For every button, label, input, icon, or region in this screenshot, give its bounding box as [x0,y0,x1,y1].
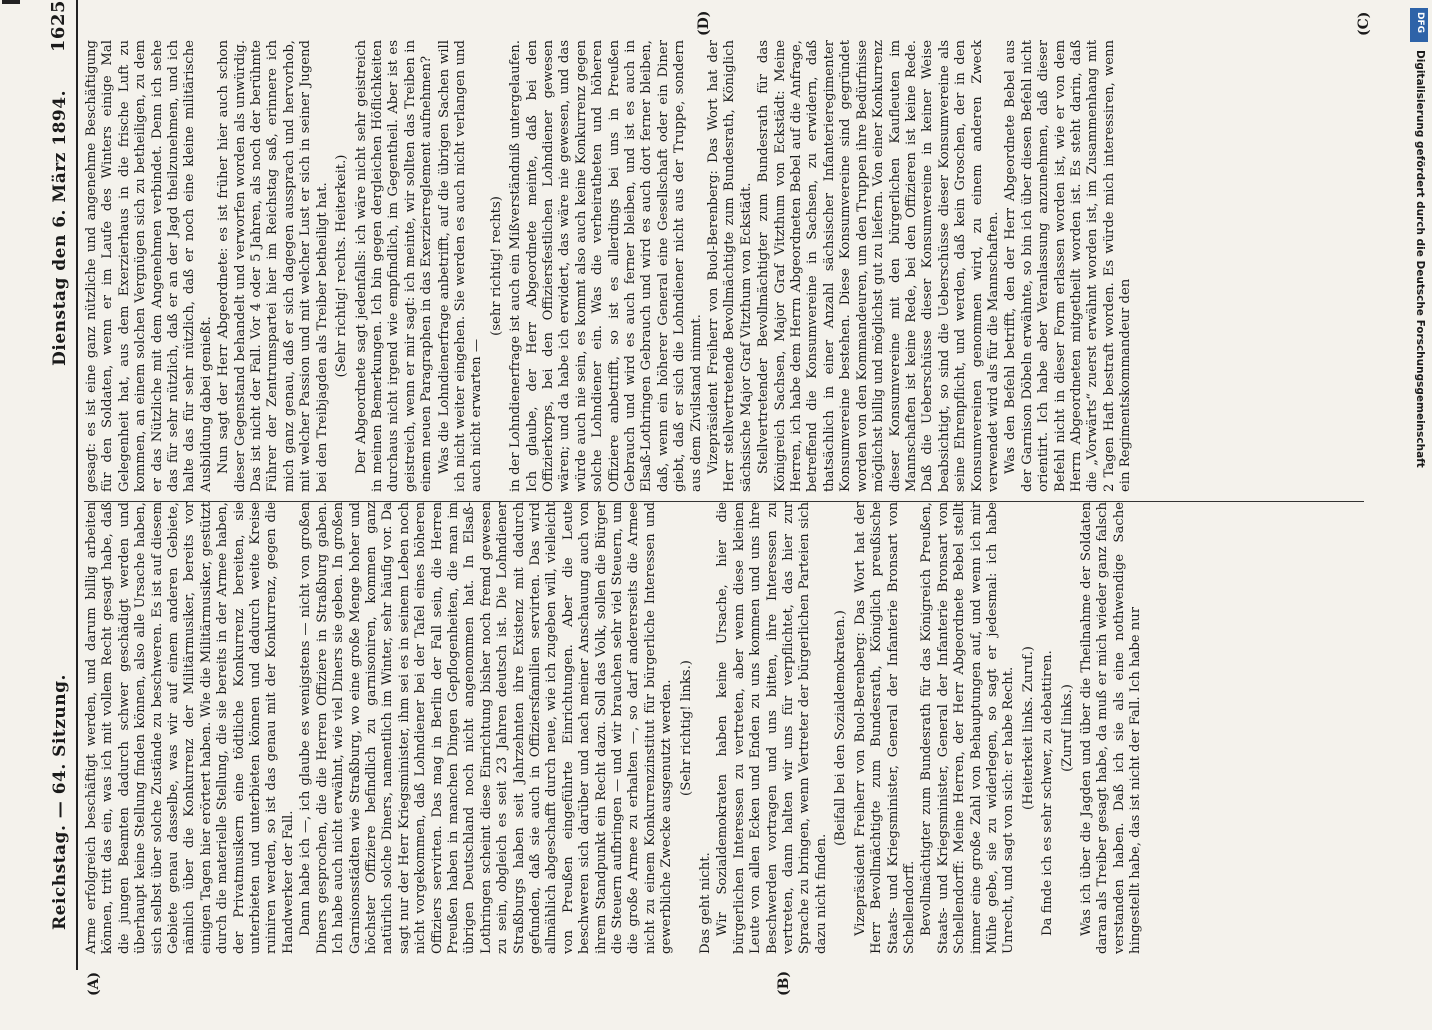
paragraph: Da finde ich es sehr schwer, zu debattiren. [1040,650,1056,936]
paragraph: Das geht nicht. [698,852,714,954]
paragraph: in der Lohndienerfrage ist auch ein Mißverständniß untergelaufen. Ich glaube, der Herr Abgeordnete meinte, daß bei den Offizierkorps, bei den Offiziersfestlichen Lohndiener gewesen wären; und da habe ich erwidert, das wäre nie gewesen, und das würde auch nie sein, es kommt also auch keine Konkurrenz gegen solche Lohndiener ein. Was die verheiratheten und höheren Offiziere anbetrifft, so ist es allerdings bei uns in Preußen Gebrauch und wird es auch ferner bleiben, und ist es auch in Elsaß-Lothringen Gebrauch und wird es auch dort ferner bleiben, daß, wenn ein höherer General eine Gesellschaft oder ein Diner giebt, daß er sich die Lohndiener nicht aus der Truppe, sondern aus dem Zivilstand nimmt. [508,40,704,492]
paragraph: Der Abgeordnete sagt jedenfalls: ich wäre nicht sehr geistreich in meinen Bemerkungen. Ich bin gegen dergleichen Höflichkeiten durchaus nicht irgend wie empfindlich, im Gegentheil. Aber ist es geistreich, wenn er mir sagt: ich meinte, wir sollten das Treiben in einem neuen Paragraphen in das Exerzierreglement aufnehmen? [353,40,435,492]
paragraph: Vizepräsident Freiherr von Buol-Berenberg: Das Wort hat der Herr stellvertretende Bevollmächtigte zum Bundesrath, Königlich sächsische Major Graf Vitzthum von Eckstädt. [706,40,754,492]
paragraph: Dann habe ich —, ich glaube es wenigstens — nicht von großen Diners gesprochen, die die Herren Offiziere in Straßburg gaben. Ich habe auch nicht erwähnt, wie viel Diners sie geben. In großen Garnisonsstädten wie Straßburg, wo eine große Menge hoher und höchster Offiziere befindlich zu garnisoniren, kommen ganz natürlich solche Diners, namentlich im Winter, sehr häufig vor. Da sagt nur der Herr Kriegsminister, ihm sei es in seinem Leben noch nicht vorgekommen, daß Lohndiener bei der Tafel eines höheren Offiziers servirten. Das mag in Berlin der Fall sein, die Herren Preußen haben in manchen Dingen Gepflogenheiten, die man im übrigen Deutschland noch nicht angenommen hat. In Elsaß-Lothringen scheint diese Einrichtung bisher noch fremd gewesen zu sein, obgleich es seit 23 Jahren deutsch ist. Die Lohndiener Straßburgs haben seit Jahrzehnten ihre Existenz mit dadurch gefunden, daß sie auch in Offiziersfamilien servirten. Das wird allmählich abgeschafft durch neue, wie ich zugeben will, vielleicht von Preußen eingeführte Einrichtungen. Aber die Leute beschweren sich darüber und nach meiner Anschauung auch von ihrem Standpunkt ein Recht dazu. Soll das Volk, sollen die Bürger die Steuern aufbringen — und wir brauchen sehr viel Steuern, um die große Armee zu erhalten —, so darf andererseits die Armee nicht zu einem Konkurrenzinstitut für bürgerliche Interessen und gewerbliche Zwecke ausgenutzt werden. [298,502,675,954]
page-number: 1625 [48,0,69,53]
dfg-logo [1410,8,1428,42]
page-header [26,0,82,1000]
interjection: (Beifall bei den Sozialdemokraten.) [833,610,849,846]
paragraph: Was den Befehl betrifft, den der Herr Abgeordnete Bebel aus der Garnison Döbeln erwähnte, so bin ich über diesen Befehl nicht orientirt. Ich habe aber Veranlassung anzunehmen, daß dieser Befehl nicht in dieser Form erlassen worden ist, wie er von dem Herrn Abgeordneten mitgetheilt worden ist. Es steht darin, daß die „Vorwärts“ zuerst erwähnt worden ist, im Zusammenhang mit 2 Tagen Haft bestraft worden. Es würde mich interessiren, wenn ein Regimentskommandeur den [1003,40,1134,492]
left-column [84,502,1146,954]
paragraph: Bevollmächtigter zum Bundesrath für das Königreich Preußen, Staats- und Kriegsminister, General der Infanterie Bronsart von Schellendorff: Meine Herren, der Herr Abgeordnete Bebel stellt immer eine große Zahl von Behauptungen auf, und wenn ich mir Mühe gebe, sie zu widerlegen, so sagt er jedesmal: ich habe Unrecht, und sagt von sich: er habe Recht. [919,502,1017,954]
header-rule [76,0,78,970]
digitization-credit: Digitalisierung gefördert durch die Deutsche Forschungsgemeinschaft [1414,50,1426,468]
paragraph: gesagt: es ist eine ganz nützliche und angenehme Beschäftigung für den Soldaten, wenn er im Laufe des Winters einige Mal Gelegenheit hat, aus dem Exerzierhaus in die frische Luft zu kommen, an einem solchen Vergnügen sich zu betheiligen, zu dem er das Nützliche mit dem Angenehmen verbindet. Denn ich sehe das für sehr nützlich, daß er an der Jagd theilzunehmen, und ich halte das für sehr nützlich, daß er noch eine kleine militärische Ausbildung dabei genießt. [84,40,214,492]
margin-mark-c: (C) [1356,11,1372,36]
right-column [84,40,1136,492]
margin-mark-d: (D) [696,10,712,36]
interjection: (Sehr richtig! links.) [678,660,694,796]
paragraph: Stellvertretender Bevollmächtigter zum Bundesrath für das Königreich Sachsen, Major Graf Vitzthum von Eckstädt: Meine Herren, ich habe dem Herrn Abgeordneten Bebel auf die Anfrage, betreffend die Konsumvereine in Sachsen, zu erwidern, daß thatsächlich in einer Anzahl sächsischer Infanterieregimenter Konsumvereine bestehen. Diese Konsumvereine sind gegründet worden von den Kommandeuren, um den Truppen ihre Bedürfnisse möglichst billig und möglichst gut zu liefern. Von einer Konkurrenz dieser Konsumvereine mit den bürgerlichen Kaufleuten im Mannschaften ist keine Rede, bei den Offizieren ist keine Rede. Daß die Ueberschüsse dieser Konsumvereine in keiner Weise beabsichtigt, so sind die Ueberschüsse dieser Konsumvereine als seine Ehrenpflicht, und werden, daß kein Groschen, der in den Konsumvereinen genommen wird, zu einem anderen Zweck verwendet wird als für die Mannschaften. [756,40,1001,492]
margin-mark-a: (A) [86,971,102,996]
paragraph: Arme erfolgreich beschäftigt werden, und darum billig arbeiten können, tritt das ein, was ich mit vollem Recht gesagt habe, daß die jungen Beamten dadurch schwer geschädigt werden und überhaupt keine Stellung finden können, also alle Ursache haben, sich selbst über solche Zustände zu beschweren. Es ist auf diesem Gebiete genau dasselbe, was wir auf einem anderen Gebiete, nämlich über die Konkurrenz der Militärmusiker, bereits vor einigen Tagen hier erörtert haben. Wie die Militärmusiker, gestützt durch die materielle Stellung, die sie bereits in der Armee haben, der Privatmusikern eine tödtliche Konkurrenz bereiten, sie unterbieten und unterbieten können und dadurch weite Kreise ruiniren werden, so ist das genau mit der Konkurrenz, gegen die Handwerker der Fall. [84,502,296,954]
header-left: Reichstag. — 64. Sitzung. [50,674,70,930]
margin-mark-b: (B) [776,970,792,996]
paragraph: Was ich über die Jagden und über die Theilnahme der Soldaten daran als Treiber gesagt habe, da muß er mich wieder ganz falsch verstanden haben. Daß ich sie als eine nothwendige Sache hingestellt habe, das ist nicht der Fall. Ich habe nur [1078,502,1144,954]
interjection: (Sehr richtig! rechts. Heiterkeit.) [334,154,350,378]
dfg-logo-text: DFG [1415,12,1425,34]
header-right: Dienstag den 6. März 1894. [50,90,70,366]
interjection: (Zuruf links.) [1059,684,1075,772]
paragraph: Wir Sozialdemokraten haben keine Ursache, hier die bürgerlichen Interessen zu vertreten, aber wenn diese kleinen Leute von allen Ecken und Enden zu uns kommen und uns ihre Beschwerden vortragen und uns bitten, ihre Interessen zu vertreten, dann halten wir uns für verpflichtet, das hier zur Sprache zu bringen, wenn Vertreter der bürgerlichen Parteien sich dazu nicht finden. [715,502,829,954]
paragraph: Vizepräsident Freiherr von Buol-Berenberg: Das Wort hat der Herr Bevollmächtigte zum Bundesrath, Königlich preußische Staats- und Kriegsminister, General der Infanterie Bronsart von Schellendorff. [852,502,917,954]
rotated-page [16,0,1416,1000]
paragraph: Nun sagt der Herr Abgeordnete: es ist früher hier auch schon dieser Gegenstand behandelt und verworfen worden als unwürdig. Das ist nicht der Fall. Vor 4 oder 5 Jahren, als noch der berühmte Führer der Zentrumspartei hier im Reichstag saß, erinnere ich mich ganz genau, daß er sich dagegen aussprach und hervorhob, mit welcher Passion und mit welcher Lust er sich in seiner Jugend bei den Treibjagden als Treiber betheiligt hat. [216,40,330,492]
interjection: (Heiterkeit links. Zuruf.) [1020,646,1036,810]
paragraph: Was die Lohndienerfrage anbetrifft, auf die übrigen Sachen will ich nicht weiter eingehen. Sie werden es auch nicht verlangen und auch nicht erwarten — [436,40,485,492]
digitization-stamp [1404,0,1432,1000]
interjection: (sehr richtig! rechts) [488,196,504,336]
